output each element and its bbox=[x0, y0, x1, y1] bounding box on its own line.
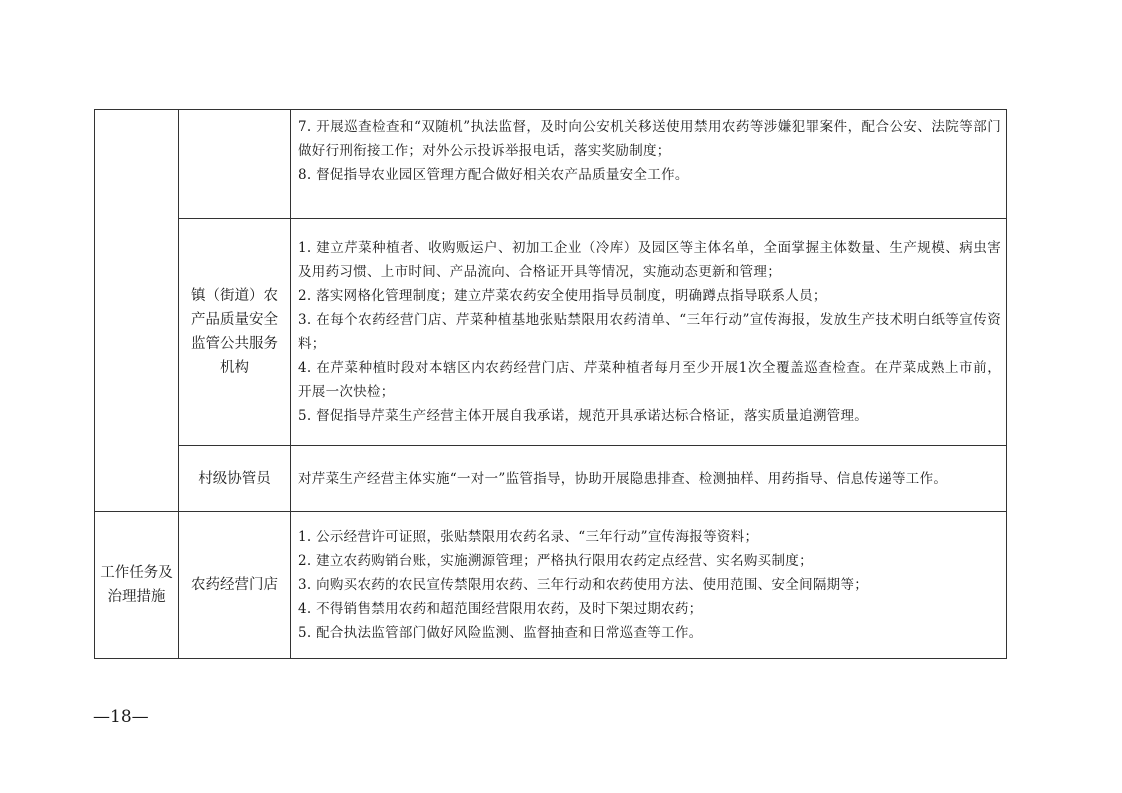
subject-cell: 村级协管员 bbox=[179, 446, 291, 512]
content-line: 7. 开展巡查检查和“双随机”执法监督，及时向公安机关移送使用禁用农药等涉嫌犯罪案件，配合公安、法院等部门做好行刑衔接工作；对外公示投诉举报电话，落实奖励制度； bbox=[298, 119, 1001, 159]
page-number: —18— bbox=[93, 707, 149, 727]
content-line: 8. 督促指导农业园区管理方配合做好相关农产品质量安全工作。 bbox=[298, 167, 689, 183]
subject-cell: 农药经营门店 bbox=[179, 512, 291, 659]
content-cell bbox=[291, 446, 1007, 512]
content-line: 对芹菜生产经营主体实施“一对一”监管指导，协助开展隐患排查、检测抽样、用药指导、信息传递等工作。 bbox=[298, 470, 948, 487]
table-row bbox=[95, 512, 1007, 659]
measures-table bbox=[94, 109, 1007, 659]
content-line: 5. 督促指导芹菜生产经营主体开展自我承诺，规范开具承诺达标合格证，落实质量追溯管理。 bbox=[298, 408, 869, 424]
subject-cell-empty bbox=[179, 110, 291, 219]
content-line: 2. 建立农药购销台账，实施溯源管理；严格执行限用农药定点经营、实名购买制度； bbox=[298, 553, 813, 569]
content-line: 4. 不得销售禁用农药和超范围经营限用农药，及时下架过期农药； bbox=[298, 601, 703, 617]
content-line: 4. 在芹菜种植时段对本辖区内农药经营门店、芹菜种植者每月至少开展1次全覆盖巡查检查。在芹菜成熟上市前，开展一次快检； bbox=[298, 360, 1001, 400]
content-cell bbox=[291, 110, 1007, 219]
subject-cell: 镇（街道）农产品质量安全监管公共服务机构 bbox=[179, 219, 291, 446]
table-row bbox=[95, 110, 1007, 219]
content-line: 5. 配合执法监管部门做好风险监测、监督抽查和日常巡查等工作。 bbox=[298, 625, 703, 641]
content-line: 3. 向购买农药的农民宣传禁限用农药、三年行动和农药使用方法、使用范围、安全间隔期等； bbox=[298, 577, 869, 593]
content-cell bbox=[291, 512, 1007, 659]
category-cell: 工作任务及治理措施 bbox=[95, 512, 179, 659]
content-line: 1. 公示经营许可证照，张贴禁限用农药名录、“三年行动”宣传海报等资料； bbox=[298, 529, 759, 545]
content-cell bbox=[291, 219, 1007, 446]
content-line: 1. 建立芹菜种植者、收购贩运户、初加工企业（冷库）及园区等主体名单，全面掌握主体数量、生产规模、病虫害及用药习惯、上市时间、产品流向、合格证开具等情况，实施动态更新和管理； bbox=[298, 240, 1001, 280]
table-row bbox=[95, 446, 1007, 512]
table-row bbox=[95, 219, 1007, 446]
content-line: 3. 在每个农药经营门店、芹菜种植基地张贴禁限用农药清单、“三年行动”宣传海报，发放生产技术明白纸等宣传资料； bbox=[298, 312, 1001, 352]
content-line: 2. 落实网格化管理制度；建立芹菜农药安全使用指导员制度，明确蹲点指导联系人员； bbox=[298, 288, 827, 304]
category-cell-empty bbox=[95, 110, 179, 512]
